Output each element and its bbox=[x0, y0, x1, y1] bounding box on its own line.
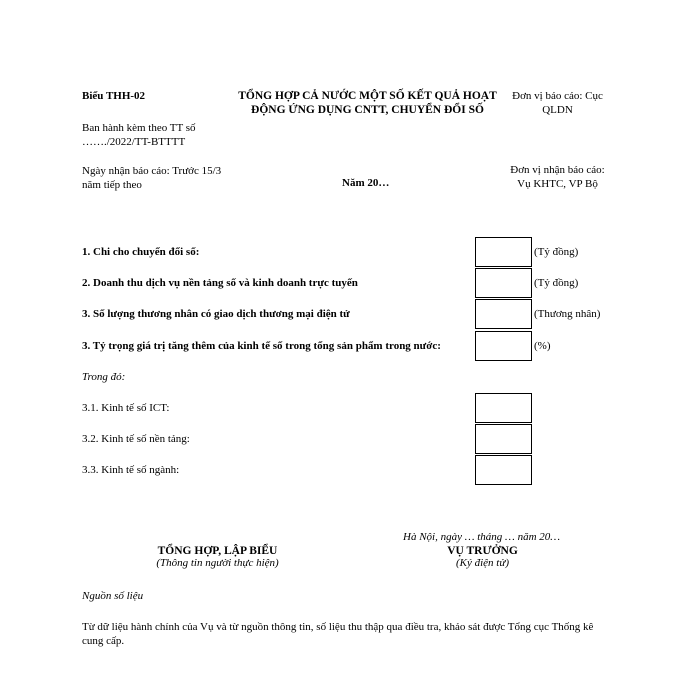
source-text-line1: Từ dữ liệu hành chính của Vụ và từ nguồn thông tin, số liệu thu thập qua điều tra, khảo sát được Tổng cục Thống kê bbox=[82, 621, 594, 633]
reporting-unit bbox=[505, 89, 610, 117]
form-code: Biểu THH-02 bbox=[82, 90, 146, 102]
breakdown-heading: Trong đó: bbox=[82, 371, 126, 383]
indicator-unit: (%) bbox=[534, 340, 551, 352]
breakdown-value-box[interactable] bbox=[475, 393, 532, 423]
indicator-value-box[interactable] bbox=[475, 237, 532, 267]
page-title bbox=[225, 89, 510, 117]
director-block bbox=[420, 545, 545, 569]
director-note: (Ký điện tử) bbox=[455, 557, 510, 569]
issued-with bbox=[82, 121, 196, 149]
indicator-value-box[interactable] bbox=[475, 331, 532, 361]
receiving-unit-line1: Đơn vị nhận báo cáo: bbox=[510, 164, 605, 176]
preparer-note: (Thông tin người thực hiện) bbox=[156, 557, 279, 569]
indicator-value-box[interactable] bbox=[475, 299, 532, 329]
receiving-unit bbox=[500, 163, 615, 191]
title-line1: TỔNG HỢP CẢ NƯỚC MỘT SỐ KẾT QUẢ HOẠT bbox=[238, 90, 497, 102]
receive-date-line2: năm tiếp theo bbox=[82, 179, 142, 191]
breakdown-value-box[interactable] bbox=[475, 455, 532, 485]
place-date: Hà Nội, ngày … tháng … năm 20… bbox=[403, 531, 561, 543]
report-year: Năm 20… bbox=[342, 177, 390, 189]
preparer-title: TỔNG HỢP, LẬP BIỂU bbox=[157, 545, 278, 557]
indicator-unit: (Thương nhân) bbox=[534, 308, 601, 320]
indicator-unit: (Tỷ đồng) bbox=[534, 246, 579, 258]
indicator-unit: (Tỷ đồng) bbox=[534, 277, 579, 289]
preparer-block bbox=[125, 545, 310, 569]
issued-with-line2: ……./2022/TT-BTTTT bbox=[82, 136, 186, 148]
reporting-unit-line1: Đơn vị báo cáo: Cục bbox=[512, 90, 603, 102]
breakdown-label: 3.3. Kinh tế số ngành: bbox=[82, 464, 180, 476]
issued-with-line1: Ban hành kèm theo TT số bbox=[82, 122, 196, 134]
source-text bbox=[82, 620, 627, 648]
breakdown-value-box[interactable] bbox=[475, 424, 532, 454]
indicator-label: 1. Chi cho chuyển đổi số: bbox=[82, 246, 200, 258]
receiving-unit-line2: Vụ KHTC, VP Bộ bbox=[517, 178, 598, 190]
breakdown-label: 3.2. Kinh tế số nền tảng: bbox=[82, 433, 190, 445]
reporting-unit-line2: QLDN bbox=[542, 104, 573, 116]
breakdown-label: 3.1. Kinh tế số ICT: bbox=[82, 402, 170, 414]
indicator-value-box[interactable] bbox=[475, 268, 532, 298]
receive-date-line1: Ngày nhận báo cáo: Trước 15/3 bbox=[82, 165, 222, 177]
source-text-line2: cung cấp. bbox=[82, 635, 125, 647]
indicator-label: 2. Doanh thu dịch vụ nền tảng số và kinh doanh trực tuyến bbox=[82, 277, 358, 289]
source-heading: Nguồn số liệu bbox=[82, 590, 144, 602]
title-line2: ĐỘNG ỨNG DỤNG CNTT, CHUYỂN ĐỔI SỐ bbox=[251, 104, 484, 116]
indicator-label: 3. Số lượng thương nhân có giao dịch thương mại điện tử bbox=[82, 308, 350, 320]
indicator-label: 3. Tỷ trọng giá trị tăng thêm của kinh tế số trong tổng sản phẩm trong nước: bbox=[82, 340, 441, 352]
director-title: VỤ TRƯỞNG bbox=[447, 545, 518, 557]
receive-date bbox=[82, 164, 221, 192]
